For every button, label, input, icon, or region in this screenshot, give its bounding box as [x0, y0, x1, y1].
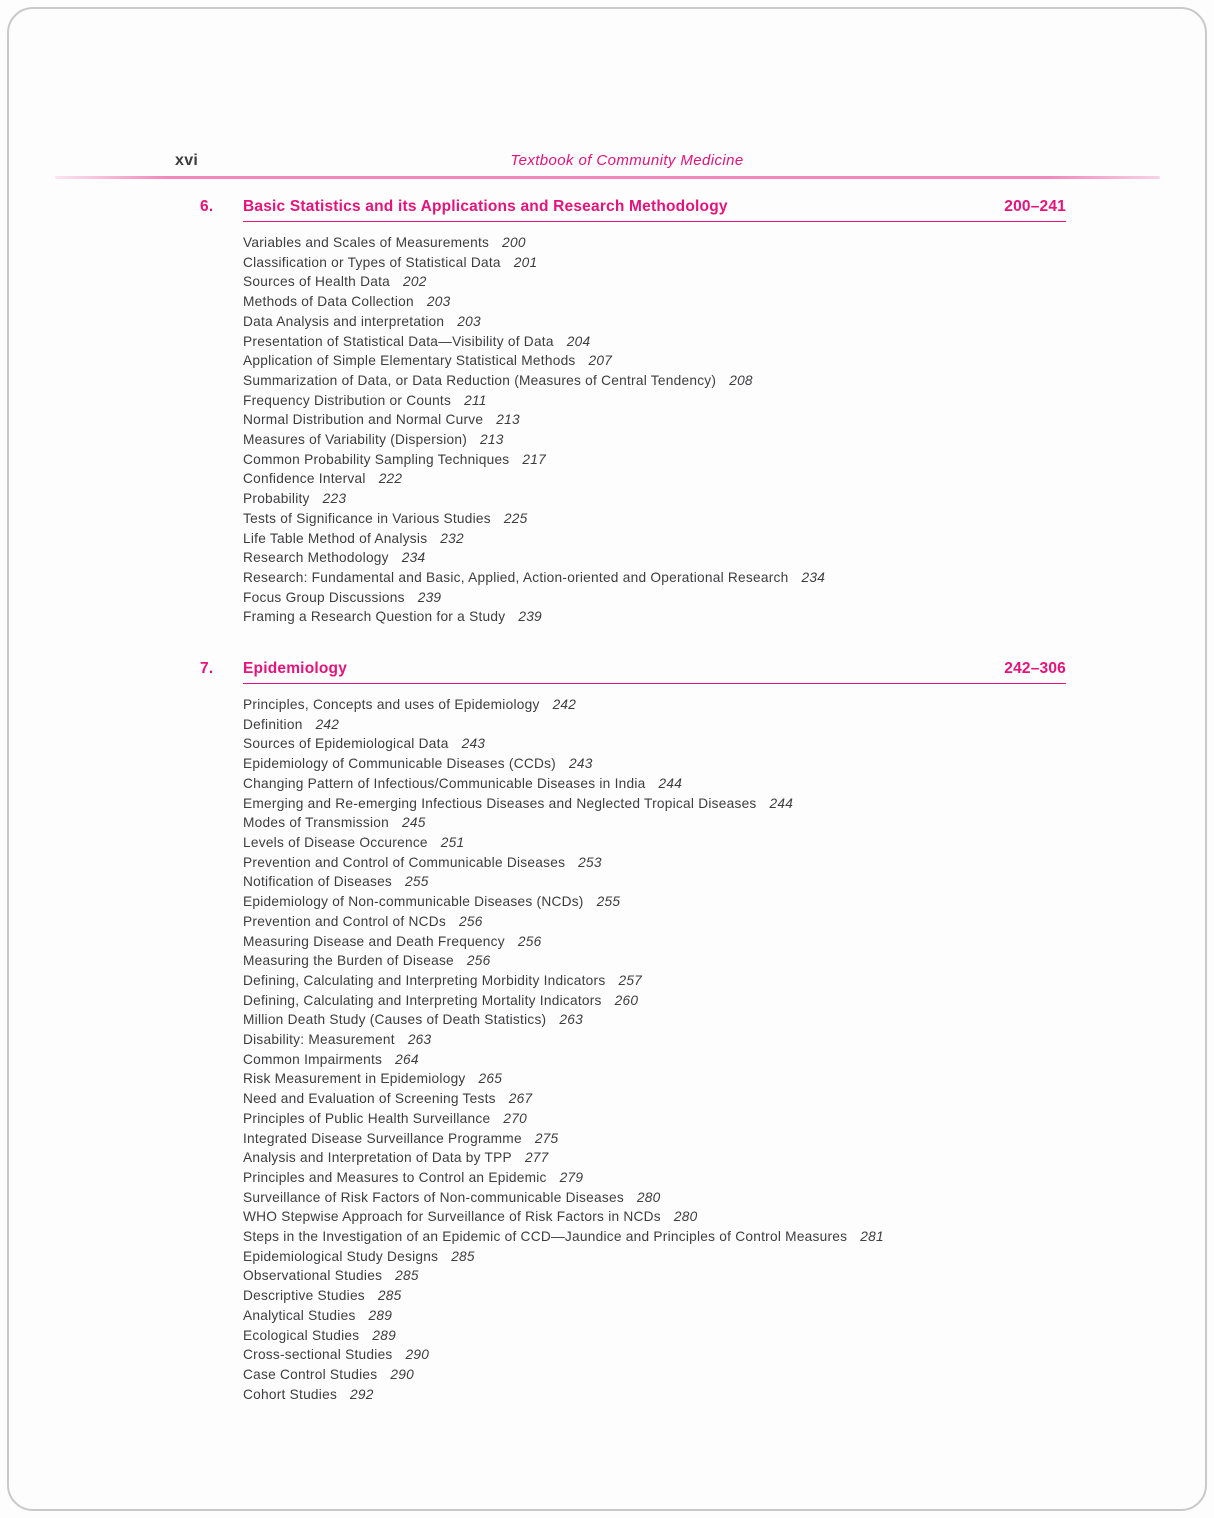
entry-page: 256	[466, 953, 491, 969]
entry-page: 253	[578, 854, 602, 870]
entry-title: Need and Evaluation of Screening Tests	[243, 1091, 496, 1107]
entry-title: Emerging and Re-emerging Infectious Diseases and Neglected Tropical Diseases	[243, 795, 757, 811]
entry-page: 213	[480, 432, 504, 448]
entry-page: 265	[478, 1071, 503, 1087]
entry-title: Sources of Health Data	[243, 274, 391, 290]
entry-title: Classification or Types of Statistical Data	[243, 254, 501, 270]
entry-page: 280	[636, 1189, 661, 1205]
toc-entry	[243, 548, 1066, 568]
section-heading-line	[243, 660, 1066, 684]
entry-page: 223	[322, 491, 347, 507]
entry-title: Analytical Studies	[243, 1307, 356, 1323]
entry-title: Epidemiology of Non-communicable Diseases (NCDs)	[243, 894, 584, 910]
entry-page: 290	[405, 1347, 430, 1363]
entry-page: 232	[440, 530, 464, 546]
entry-title: Data Analysis and interpretation	[243, 313, 445, 329]
entry-page: 256	[517, 933, 542, 949]
toc-entry	[243, 253, 1066, 273]
toc-entry	[243, 1207, 1066, 1227]
entry-title: Ecological Studies	[243, 1327, 360, 1343]
entry-title: Integrated Disease Surveillance Programme	[243, 1130, 522, 1146]
table-of-contents	[200, 198, 1066, 1404]
entry-title: Measures of Variability (Dispersion)	[243, 432, 468, 448]
toc-entry	[243, 351, 1066, 371]
entry-title: Focus Group Discussions	[243, 589, 405, 605]
toc-entry	[243, 430, 1066, 450]
toc-entry	[243, 1286, 1066, 1306]
entry-page: 208	[729, 372, 753, 388]
toc-entry	[243, 951, 1066, 971]
toc-entry	[243, 991, 1066, 1011]
entry-title: Defining, Calculating and Interpreting Mortality Indicators	[243, 992, 602, 1008]
entry-list	[243, 695, 1066, 1404]
section-title: Basic Statistics and its Applications and Research Methodology	[243, 198, 728, 215]
toc-entry	[243, 1109, 1066, 1129]
entry-title: Tests of Significance in Various Studies	[243, 510, 491, 526]
toc-entry	[243, 1326, 1066, 1346]
entry-title: Research Methodology	[243, 550, 389, 566]
entry-title: Normal Distribution and Normal Curve	[243, 412, 484, 428]
toc-entry	[243, 529, 1066, 549]
entry-title: Measuring the Burden of Disease	[243, 953, 454, 969]
toc-entry	[243, 1227, 1066, 1247]
entry-title: Measuring Disease and Death Frequency	[243, 933, 505, 949]
section-heading	[200, 660, 1066, 684]
toc-entry	[243, 1247, 1066, 1267]
toc-entry	[243, 1345, 1066, 1365]
entry-title: Cross-sectional Studies	[243, 1347, 393, 1363]
entry-title: Prevention and Control of NCDs	[243, 913, 447, 929]
toc-entry	[243, 813, 1066, 833]
entry-title: Probability	[243, 491, 310, 507]
toc-entry	[243, 853, 1066, 873]
section-pages: 200–241	[1004, 198, 1066, 215]
entry-title: Research: Fundamental and Basic, Applied, Action-oriented and Operational Research	[243, 569, 789, 585]
toc-entry	[243, 774, 1066, 794]
toc-entry	[243, 872, 1066, 892]
entry-page: 207	[588, 353, 613, 369]
section-heading	[200, 198, 1066, 222]
toc-entry	[243, 1188, 1066, 1208]
entry-page: 204	[566, 333, 591, 349]
entry-page: 201	[513, 254, 538, 270]
entry-page: 243	[461, 736, 486, 752]
section-pages: 242–306	[1004, 660, 1066, 678]
entry-page: 244	[658, 775, 683, 791]
entry-page: 285	[395, 1268, 419, 1284]
toc-entry	[243, 469, 1066, 489]
entry-title: Common Probability Sampling Techniques	[243, 451, 510, 467]
toc-entry	[243, 912, 1066, 932]
page-number-label: xvi	[175, 152, 199, 169]
toc-entry	[243, 489, 1066, 509]
entry-page: 239	[518, 609, 542, 625]
entry-page: 289	[368, 1307, 393, 1323]
entry-title: Life Table Method of Analysis	[243, 530, 428, 546]
entry-page: 234	[801, 569, 826, 585]
entry-page: 251	[440, 834, 465, 850]
entry-page: 260	[614, 992, 639, 1008]
entry-title: Analysis and Interpretation of Data by TPP	[243, 1150, 512, 1166]
toc-entry	[243, 410, 1066, 430]
entry-page: 279	[559, 1169, 584, 1185]
entry-title: Case Control Studies	[243, 1366, 378, 1382]
entry-page: 203	[426, 294, 451, 310]
entry-title: Changing Pattern of Infectious/Communicable Diseases in India	[243, 775, 646, 791]
entry-title: Confidence Interval	[243, 471, 366, 487]
toc-entry	[243, 332, 1066, 352]
toc-entry	[243, 754, 1066, 774]
toc-entry	[243, 971, 1066, 991]
entry-title: Common Impairments	[243, 1051, 383, 1067]
toc-entry	[243, 607, 1066, 627]
toc-entry	[243, 833, 1066, 853]
entry-page: 200	[502, 235, 526, 250]
toc-section	[200, 198, 1066, 627]
toc-entry	[243, 932, 1066, 952]
entry-page: 245	[401, 815, 426, 831]
entry-page: 217	[522, 451, 546, 467]
toc-entry	[243, 1148, 1066, 1168]
entry-page: 242	[315, 716, 340, 732]
toc-entry	[243, 509, 1066, 529]
entry-title: Prevention and Control of Communicable Diseases	[243, 854, 566, 870]
entry-page: 270	[503, 1110, 527, 1126]
section-title: Epidemiology	[243, 660, 348, 678]
toc-entry	[243, 1010, 1066, 1030]
toc-entry	[243, 312, 1066, 332]
header-divider	[55, 176, 1160, 179]
toc-entry	[243, 450, 1066, 470]
toc-entry	[243, 568, 1066, 588]
entry-title: WHO Stepwise Approach for Surveillance of Risk Factors in NCDs	[243, 1209, 661, 1225]
toc-entry	[243, 715, 1066, 735]
entry-page: 292	[350, 1386, 374, 1402]
entry-page: 289	[372, 1327, 396, 1343]
entry-title: Epidemiology of Communicable Diseases (CCDs)	[243, 756, 556, 772]
toc-entry	[243, 734, 1066, 754]
section-number: 7.	[200, 660, 214, 678]
toc-entry	[243, 272, 1066, 292]
toc-entry	[243, 1365, 1066, 1385]
toc-entry	[243, 371, 1066, 391]
entry-title: Framing a Research Question for a Study	[243, 609, 506, 625]
entry-page: 264	[395, 1051, 419, 1067]
entry-page: 213	[496, 412, 520, 428]
entry-page: 281	[860, 1229, 884, 1245]
toc-entry	[243, 695, 1066, 715]
entry-page: 267	[508, 1091, 533, 1107]
toc-entry	[243, 1266, 1066, 1286]
entry-title: Modes of Transmission	[243, 815, 389, 831]
entry-title: Epidemiological Study Designs	[243, 1248, 439, 1264]
entry-title: Million Death Study (Causes of Death Statistics)	[243, 1012, 547, 1028]
entry-page: 222	[378, 471, 403, 487]
entry-title: Observational Studies	[243, 1268, 383, 1284]
toc-entry	[243, 588, 1066, 608]
entry-title: Summarization of Data, or Data Reduction (Measures of Central Tendency)	[243, 372, 717, 388]
toc-entry	[243, 1168, 1066, 1188]
entry-page: 234	[401, 550, 426, 566]
toc-entry	[243, 892, 1066, 912]
toc-entry	[243, 1050, 1066, 1070]
entry-title: Descriptive Studies	[243, 1288, 365, 1304]
entry-title: Disability: Measurement	[243, 1032, 395, 1048]
entry-title: Cohort Studies	[243, 1386, 338, 1402]
entry-title: Notification of Diseases	[243, 874, 393, 890]
entry-page: 257	[618, 972, 643, 988]
entry-page: 263	[407, 1032, 432, 1048]
entry-page: 243	[569, 756, 593, 772]
entry-title: Presentation of Statistical Data—Visibility of Data	[243, 333, 554, 349]
section-number: 6.	[200, 198, 214, 215]
entry-page: 244	[769, 795, 794, 811]
entry-page: 255	[405, 874, 429, 890]
entry-page: 239	[417, 589, 442, 605]
entry-title: Risk Measurement in Epidemiology	[243, 1071, 466, 1087]
entry-page: 285	[377, 1288, 402, 1304]
entry-title: Principles and Measures to Control an Epidemic	[243, 1169, 547, 1185]
toc-entry	[243, 1129, 1066, 1149]
entry-title: Variables and Scales of Measurements	[243, 235, 490, 250]
toc-entry	[243, 1030, 1066, 1050]
toc-entry	[243, 233, 1066, 253]
toc-entry	[243, 292, 1066, 312]
toc-entry	[243, 1089, 1066, 1109]
entry-page: 256	[459, 913, 483, 929]
entry-title: Surveillance of Risk Factors of Non-communicable Diseases	[243, 1189, 624, 1205]
entry-page: 211	[464, 392, 487, 408]
entry-title: Principles, Concepts and uses of Epidemiology	[243, 697, 540, 713]
entry-page: 285	[451, 1248, 475, 1264]
entry-page: 277	[524, 1150, 549, 1166]
entry-title: Definition	[243, 716, 303, 732]
entry-title: Methods of Data Collection	[243, 294, 414, 310]
entry-page: 290	[390, 1366, 414, 1382]
entry-page: 263	[559, 1012, 583, 1028]
entry-list	[243, 233, 1066, 627]
entry-page: 202	[403, 274, 427, 290]
toc-entry	[243, 1306, 1066, 1326]
entry-title: Principles of Public Health Surveillance	[243, 1110, 491, 1126]
running-title: Textbook of Community Medicine	[510, 152, 744, 169]
entry-title: Levels of Disease Occurence	[243, 834, 428, 850]
entry-title: Steps in the Investigation of an Epidemic of CCD—Jaundice and Principles of Control Measures	[243, 1229, 848, 1245]
page-header	[0, 148, 1214, 178]
entry-page: 280	[673, 1209, 698, 1225]
entry-page: 255	[596, 894, 621, 910]
entry-page: 242	[552, 697, 577, 713]
entry-title: Application of Simple Elementary Statistical Methods	[243, 353, 576, 369]
toc-entry	[243, 794, 1066, 814]
entry-title: Sources of Epidemiological Data	[243, 736, 449, 752]
toc-entry	[243, 391, 1066, 411]
toc-entry	[243, 1069, 1066, 1089]
section-heading-line	[243, 198, 1066, 222]
toc-section	[200, 660, 1066, 1404]
entry-title: Frequency Distribution or Counts	[243, 392, 452, 408]
entry-page: 225	[503, 510, 528, 526]
entry-title: Defining, Calculating and Interpreting Morbidity Indicators	[243, 972, 606, 988]
toc-entry	[243, 1385, 1066, 1405]
entry-page: 275	[534, 1130, 559, 1146]
entry-page: 203	[457, 313, 481, 329]
